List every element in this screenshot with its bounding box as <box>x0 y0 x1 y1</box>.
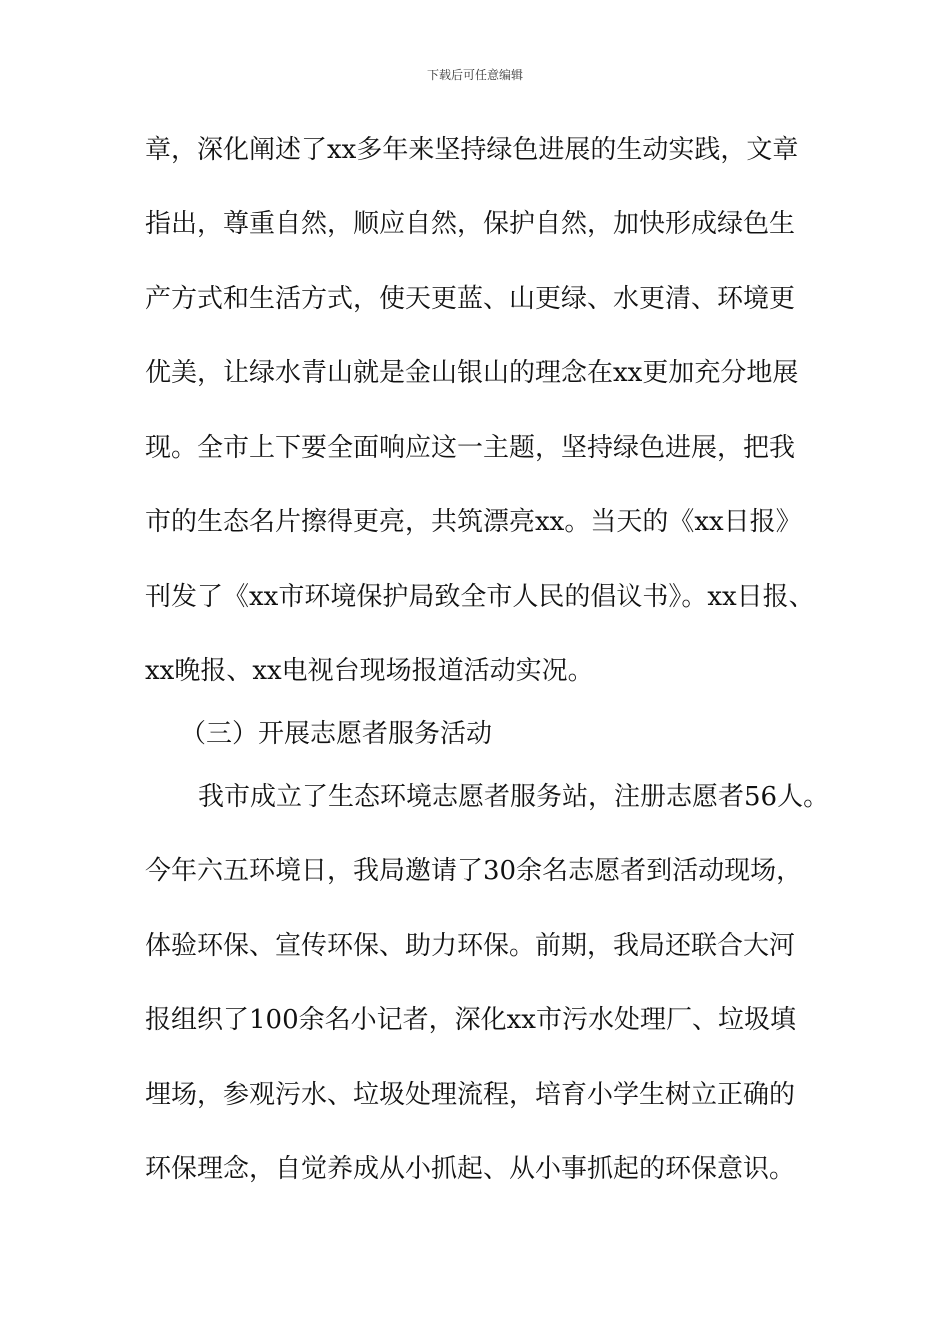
paragraph-line: 报组织了100余名小记者，深化xx市污水处理厂、垃圾填 <box>145 1005 796 1035</box>
paragraph-line: 埋场，参观污水、垃圾处理流程，培育小学生树立正确的 <box>145 1080 796 1110</box>
paragraph-line: 产方式和生活方式，使天更蓝、山更绿、水更清、环境更 <box>145 284 796 314</box>
paragraph-line: 章，深化阐述了xx多年来坚持绿色进展的生动实践，文章 <box>145 135 799 165</box>
paragraph-line: 市的生态名片擦得更亮，共筑漂亮xx。当天的《xx日报》 <box>145 507 802 537</box>
paragraph-line: 今年六五环境日，我局邀请了30余名志愿者到活动现场， <box>145 856 803 886</box>
paragraph-line: 现。全市上下要全面响应这一主题，坚持绿色进展，把我 <box>145 433 796 463</box>
paragraph-line: 我市成立了生态环境志愿者服务站，注册志愿者56人。 <box>198 782 830 812</box>
paragraph-line: xx晚报、xx电视台现场报道活动实况。 <box>145 656 594 686</box>
paragraph-line: 刊发了《xx市环境保护局致全市人民的倡议书》。xx日报、 <box>145 582 815 612</box>
paragraph-line: 体验环保、宣传环保、助力环保。前期，我局还联合大河 <box>145 931 796 961</box>
paragraph-line: 环保理念，自觉养成从小抓起、从小事抓起的环保意识。 <box>145 1154 796 1184</box>
paragraph-line: 指出，尊重自然，顺应自然，保护自然，加快形成绿色生 <box>145 209 796 239</box>
paragraph-line: 优美，让绿水青山就是金山银山的理念在xx更加充分地展 <box>145 358 799 388</box>
header-note: 下载后可任意编辑 <box>426 68 523 82</box>
section-heading: （三）开展志愿者服务活动 <box>180 719 493 749</box>
